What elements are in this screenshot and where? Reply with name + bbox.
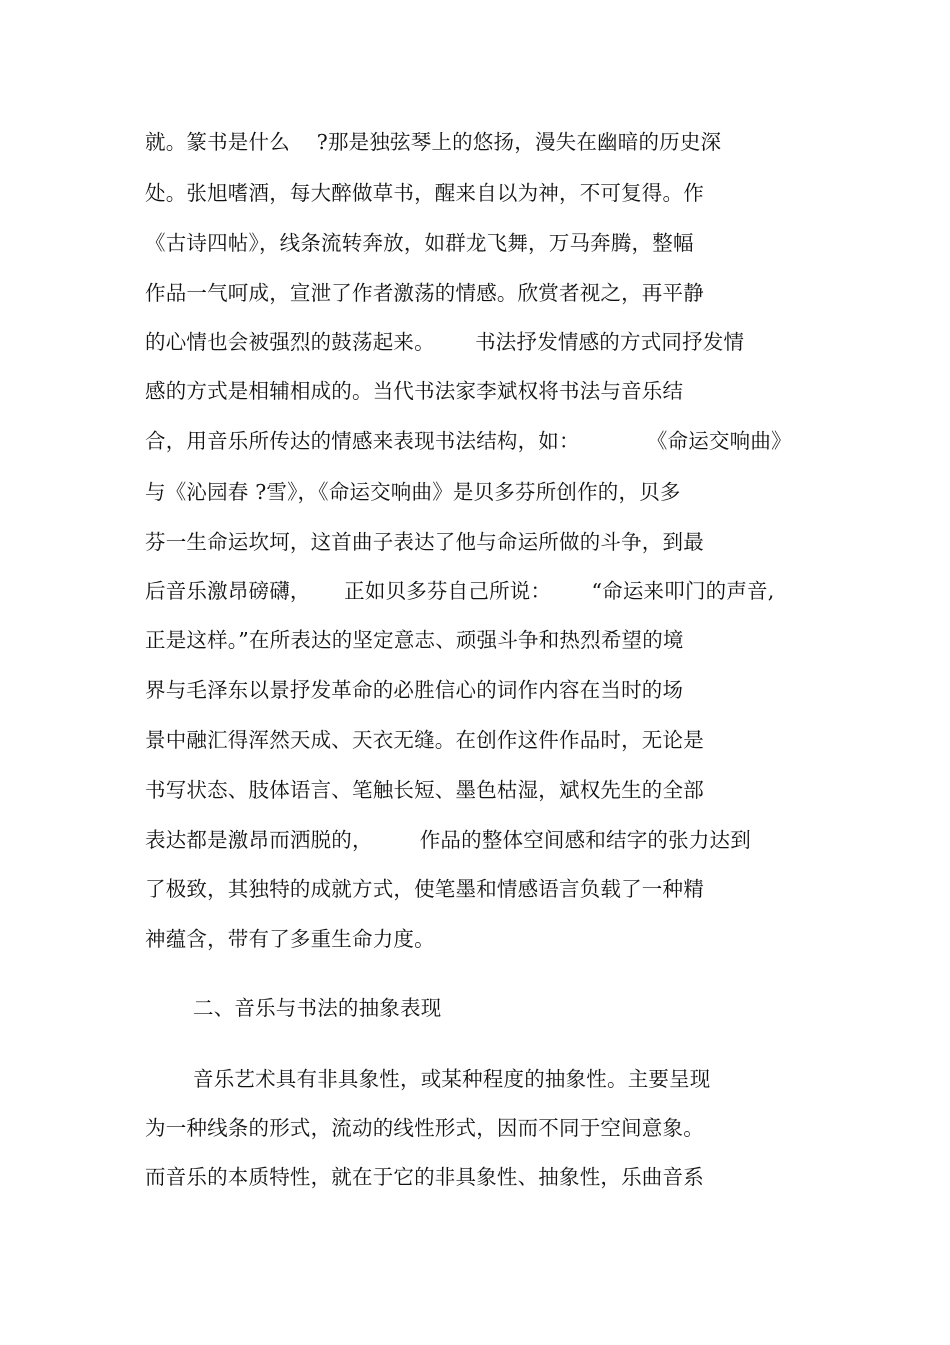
body-text-line: 芬一生命运坎坷，这首曲子表达了他与命运所做的斗争，到最	[145, 530, 704, 554]
body-text-line: 而音乐的本质特性，就在于它的非具象性、抽象性，乐曲音系	[145, 1165, 704, 1189]
body-text-line: 表达都是激昂而洒脱的， 作品的整体空间感和结字的张力达到	[145, 828, 751, 852]
body-text-line: 正是这样。”在所表达的坚定意志、顽强斗争和热烈希望的境	[145, 628, 684, 652]
body-text-line: 与《沁园春 ?雪》，《命运交响曲》是贝多芬所创作的，贝多	[145, 480, 681, 504]
body-text-line: 的心情也会被强烈的鼓荡起来。 书法抒发情感的方式同抒发情	[145, 330, 745, 354]
body-text-line: 为一种线条的形式，流动的线性形式，因而不同于空间意象。	[145, 1116, 704, 1140]
body-text-line: 合，用音乐所传达的情感来表现书法结构，如： 《命运交响曲》	[145, 429, 792, 453]
body-text-line: 了极致，其独特的成就方式，使笔墨和情感语言负载了一种精	[145, 877, 704, 901]
body-text-line: 音乐艺术具有非具象性，或某种程度的抽象性。主要呈现	[193, 1067, 711, 1091]
body-text-line: 书写状态、肢体语言、笔触长短、墨色枯湿，斌权先生的全部	[145, 778, 704, 802]
section-heading: 二、音乐与书法的抽象表现	[193, 996, 442, 1020]
body-text-line: 就。篆书是什么 ?那是独弦琴上的悠扬，漫失在幽暗的历史深	[145, 130, 722, 154]
body-text-line: 作品一气呵成，宣泄了作者激荡的情感。欣赏者视之，再平静	[145, 281, 704, 305]
body-text-line: 景中融汇得浑然天成、天衣无缝。在创作这件作品时，无论是	[145, 728, 704, 752]
body-text-line: 处。张旭嗜酒，每大醉做草书，醒来自以为神，不可复得。作	[145, 181, 704, 205]
body-text-line: 神蕴含，带有了多重生命力度。	[145, 927, 435, 951]
body-text-line: 后音乐激昂磅礴， 正如贝多芬自己所说： “命运来叩门的声音,	[145, 579, 775, 603]
body-text-line: 界与毛泽东以景抒发革命的必胜信心的词作内容在当时的场	[145, 678, 684, 702]
body-text-line: 《古诗四帖》，线条流转奔放，如群龙飞舞，万马奔腾，整幅	[145, 231, 694, 255]
body-text-line: 感的方式是相辅相成的。当代书法家李斌权将书法与音乐结	[145, 379, 684, 403]
